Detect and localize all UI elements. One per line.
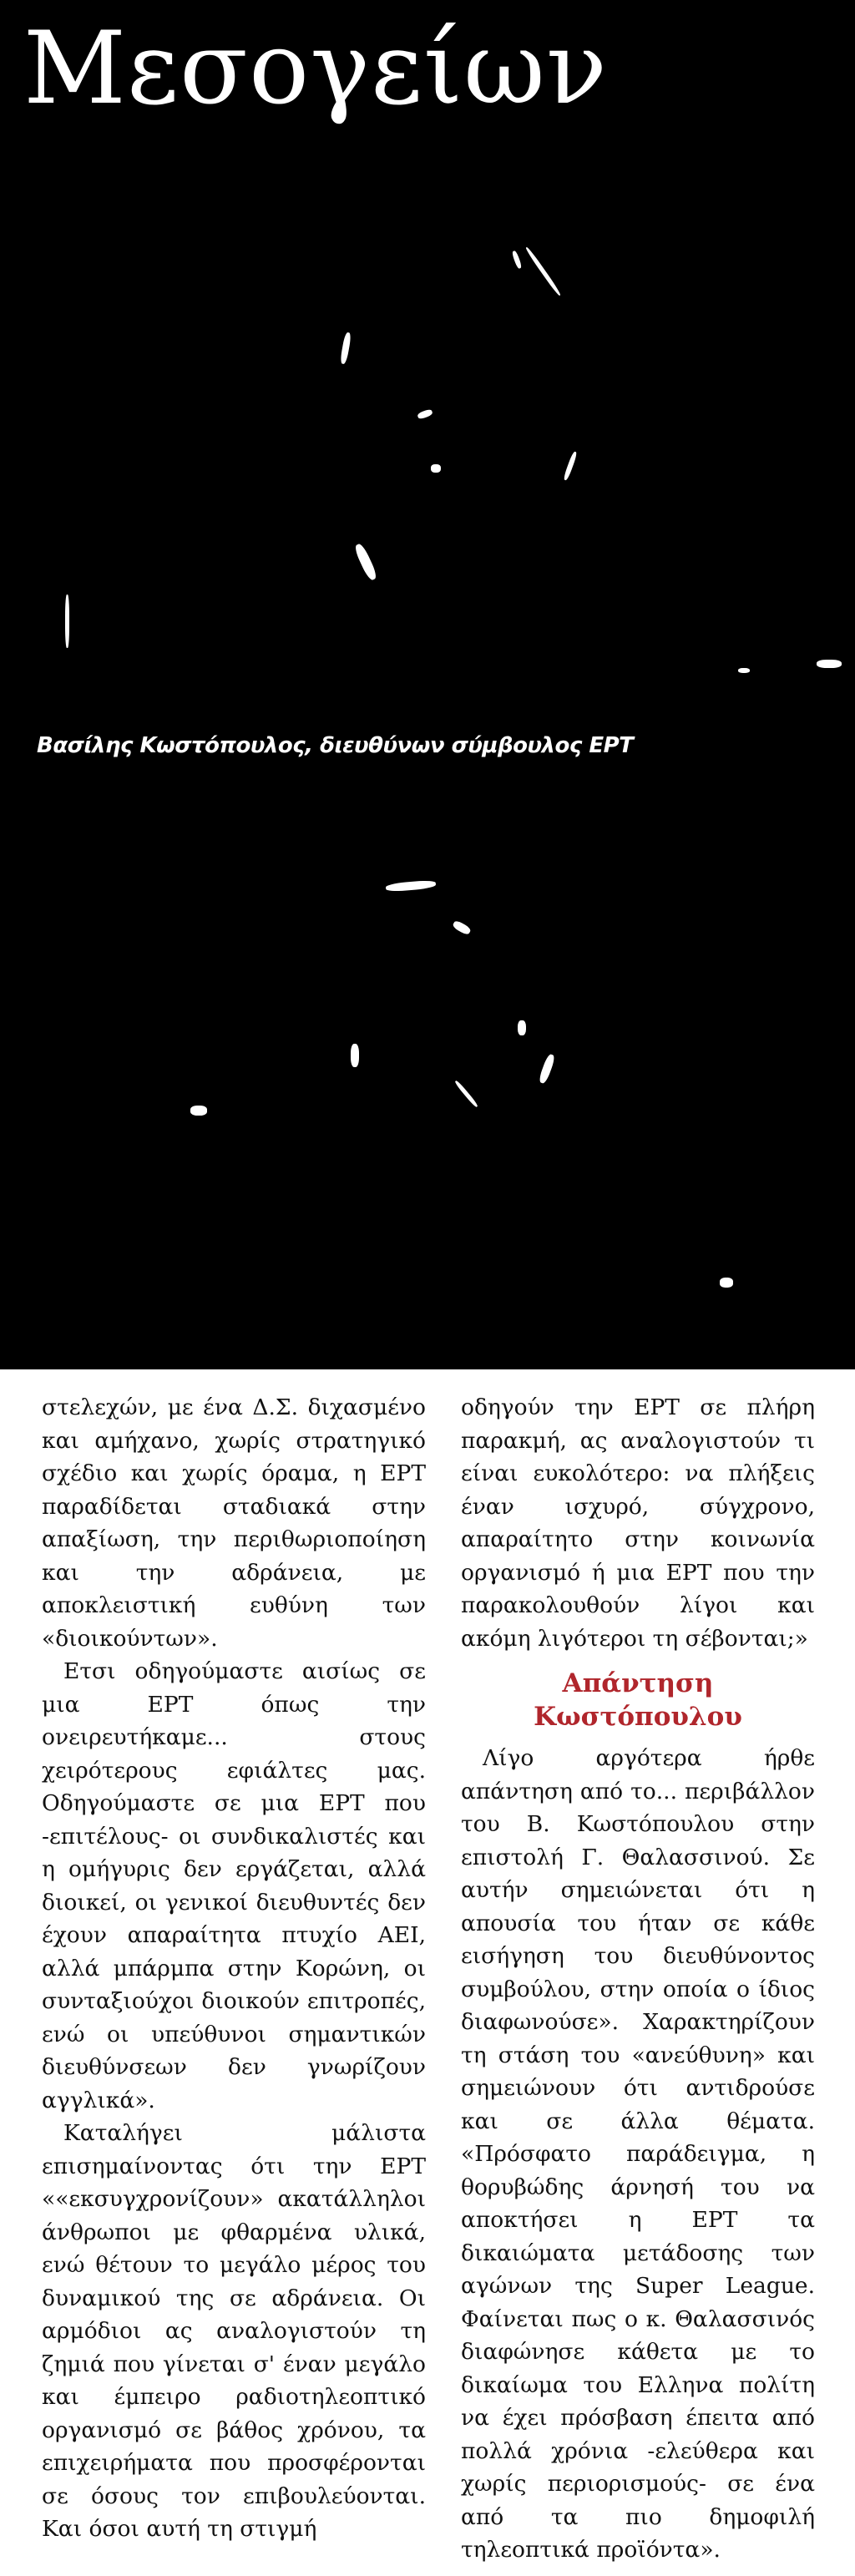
photo-highlight xyxy=(720,1278,733,1288)
photo-highlight xyxy=(518,1020,526,1035)
article-column-1 xyxy=(42,1391,426,2546)
photo-highlight xyxy=(538,1053,556,1084)
paragraph: Καταλήγει μάλιστα επισημαίνοντας ότι την ΕΡΤ ««εκσυγχρονίζουν» ακατάλληλοι άνθρωποι με φθαρμένα υλικά, ενώ θέτουν το μεγάλο μέρος του δυναμικού της σε αδράνεια. Οι αρμόδιοι ας αναλογιστούν τη ζημιά που γίνεται σ' έναν μεγάλο και έμπειρο ραδιοτηλεοπτικό οργανισμό σε βάθος χρόνου, τα επιχειρήματα που προσφέρονται σε όσους τον επιβουλεύονται. Και όσοι αυτή τη στιγμή xyxy=(42,2120,426,2542)
photo-highlight xyxy=(417,408,433,420)
photo-highlight xyxy=(353,543,378,582)
photo-kostopoulos xyxy=(0,0,855,835)
photo-highlight xyxy=(340,332,352,365)
article-column-2 xyxy=(461,1391,815,2567)
photo-highlight xyxy=(817,660,842,668)
photo-highlight xyxy=(190,1106,207,1116)
paragraph: Λίγο αργότερα ήρθε απάντηση από το... περιβάλλον του Β. Κωστόπουλου στην επιστολή Γ. Θαλασσινού. Σε αυτήν σημειώνεται ότι η απουσία του ήταν σε κάθε εισήγηση του διευθύνοντος συμβούλου, στην οποία ο ίδιος διαφωνούσε». Χαρακτηρίζουν τη στάση του «ανεύθυνη» και σημειώνουν ότι αντιδρούσε και σε άλλα θέματα. «Πρόσφατο παράδειγμα, η θορυβώδης άρνησή του να αποκτήσει η ΕΡΤ τα δικαιώματα μετάδοσης των αγώνων της Super League. Φαίνεται πως ο κ. Θαλασσινός διαφώνησε κάθετα με το δικαίωμα του Ελληνα πολίτη να έχει πρόσβαση έπειτα από πολλά χρόνια -ελεύθερα και χωρίς περιορισμούς- σε ένα από τα πιο δημοφιλή τηλεοπτικά προϊόντα». xyxy=(461,1745,815,2563)
photo-highlight xyxy=(351,1044,359,1067)
photo-highlight xyxy=(452,919,472,936)
photo-highlight xyxy=(563,451,578,481)
headline: Μεσογείων xyxy=(23,11,608,127)
photo-highlight xyxy=(524,246,561,296)
photo-thalassinos xyxy=(0,835,855,1369)
photo-highlight xyxy=(386,879,437,892)
paragraph: οδηγούν την ΕΡΤ σε πλήρη παρακμή, ας αναλογιστούν τι είναι ευκολότερο: να πλήξεις έναν ισχυρό, σύγχρονο, απαραίτητο στην κοινωνία οργανισμό ή μια ΕΡΤ που την παρακολουθούν λίγοι και ακόμη λιγότεροι τη σέβονται;» xyxy=(461,1394,815,1652)
photo-highlight xyxy=(454,1080,479,1108)
photo-highlight xyxy=(65,595,69,648)
photo-highlight xyxy=(431,464,441,473)
photo-highlight xyxy=(738,668,750,673)
paragraph: Ετσι οδηγούμαστε αισίως σε μια ΕΡΤ όπως την ονειρευτήκαμε... στους χειρότερους εφιάλτες μας. Οδηγούμαστε σε μια ΕΡΤ που -επιτέλους- οι συνδικαλιστές και η ομήγυρις δεν εργάζεται, αλλά διοικεί, οι γενικοί διευθυντές δεν έχουν απαραίτητα πτυχίο ΑΕΙ, αλλά μπάρμπα στην Κορώνη, οι συνταξιούχοι διοικούν επιτροπές, ενώ οι υπεύθυνοι σημαντικών διευθύνσεων δεν γνωρίζουν αγγλικά». xyxy=(42,1658,426,2113)
paragraph: στελεχών, με ένα Δ.Σ. διχασμένο και αμήχανο, χωρίς στρατηγικό σχέδιο και χωρίς όραμα, η ΕΡΤ παραδίδεται σταδιακά στην απαξίωση, την περιθωριοποίηση και την αδράνεια, με αποκλειστική ευθύνη των «διοικούντων». xyxy=(42,1394,426,1652)
photo-caption: Βασίλης Κωστόπουλος, διευθύνων σύμβουλος ΕΡΤ xyxy=(37,733,634,758)
photo-highlight xyxy=(511,251,522,270)
section-subheading: Απάντηση Κωστόπουλου xyxy=(534,1668,742,1732)
